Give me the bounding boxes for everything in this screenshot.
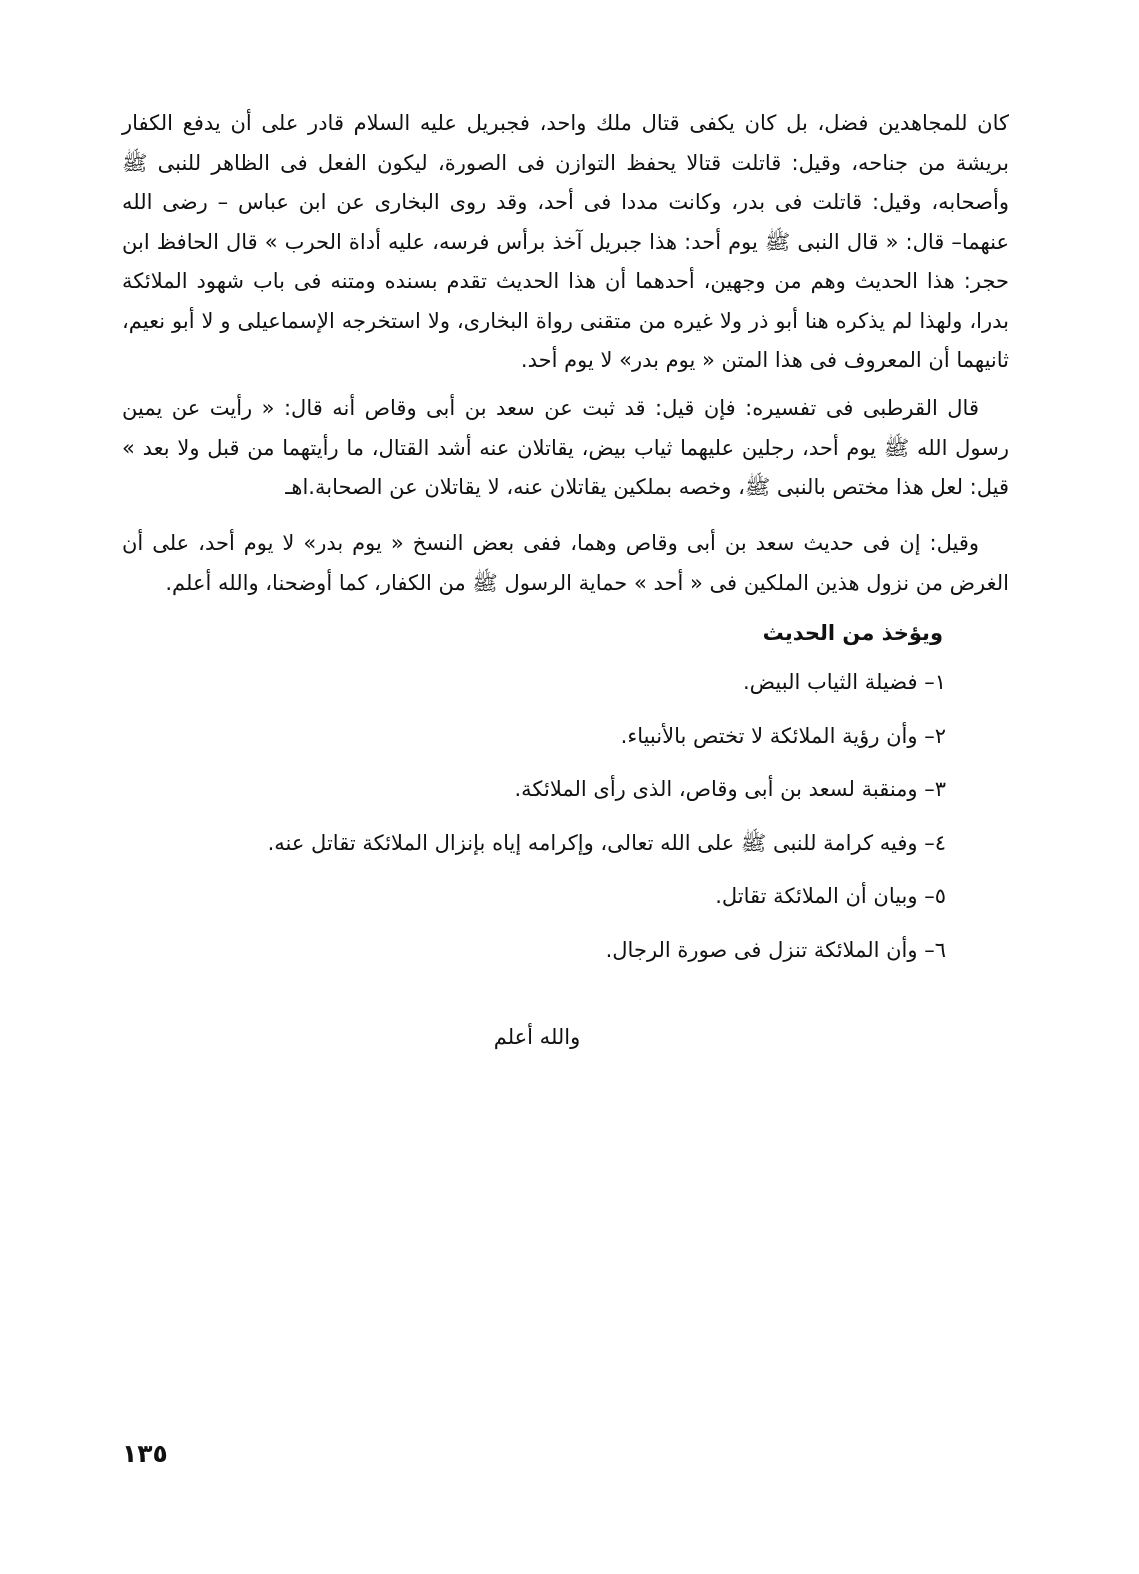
list-item: ٣– ومنقبة لسعد بن أبى وقاص، الذى رأى الملائكة. [514,777,946,801]
list-item: ١– فضيلة الثياب البيض. [743,670,946,694]
closing-phrase: والله أعلم [493,1025,581,1049]
list-item: ٤– وفيه كرامة للنبى ﷺ على الله تعالى، وإكرامه إياه بإنزال الملائكة تقاتل عنه. [267,830,946,855]
list-item: ٢– وأن رؤية الملائكة لا تختص بالأنبياء. [620,723,946,748]
list-item: ٦– وأن الملائكة تنزل فى صورة الرجال. [605,937,946,962]
list-item: ٥– وبيان أن الملائكة تقاتل. [715,884,946,908]
page-number: ١٣٥ [122,1439,168,1468]
section-heading: ويؤخذ من الحديث [762,621,943,645]
lessons-list [268,663,946,984]
paragraph-3: وقيل: إن فى حديث سعد بن أبى وقاص وهما، ففى بعض النسخ « يوم بدر» لا يوم أحد، على أن الغرض من نزول هذين الملكين فى « أحد » حماية الرسول ﷺ من الكفار، كما أوضحنا، والله أعلم. [122,531,1009,595]
paragraph-2: قال القرطبى فى تفسيره: فإن قيل: قد ثبت عن سعد بن أبى وقاص أنه قال: « رأيت عن يمين رسول الله ﷺ يوم أحد، رجلين عليهما ثياب بيض، يقاتلان عنه أشد القتال، ما رأيتهما من قبل ولا بعد » قيل: لعل هذا مختص بالنبى ﷺ، وخصه بملكين يقاتلان عنه، لا يقاتلان عن الصحابة.اهـ [122,396,1009,499]
paragraph-1: كان للمجاهدين فضل، بل كان يكفى قتال ملك واحد، فجبريل عليه السلام قادر على أن يدفع الكفار بريشة من جناحه، وقيل: قاتلت قتالا يحفظ التوازن فى الصورة، ليكون الفعل فى الظاهر للنبى ﷺ وأصحابه، وقيل: قاتلت فى بدر، وكانت مددا فى أحد، وقد روى البخارى عن ابن عباس – رضى الله عنهما– قال: « قال النبى ﷺ يوم أحد: هذا جبريل آخذ برأس فرسه، عليه أداة الحرب » قال الحافظ ابن حجر: هذا الحديث وهم من وجهين، أحدهما أن هذا الحديث تقدم بسنده ومتنه فى باب شهود الملائكة بدرا، ولهذا لم يذكره هنا أبو ذر ولا غيره من متقنى رواة البخارى، ولا استخرجه الإسماعيلى و لا أبو نعيم، ثانيهما أن المعروف فى هذا المتن « يوم بدر» لا يوم أحد. [122,111,1009,372]
